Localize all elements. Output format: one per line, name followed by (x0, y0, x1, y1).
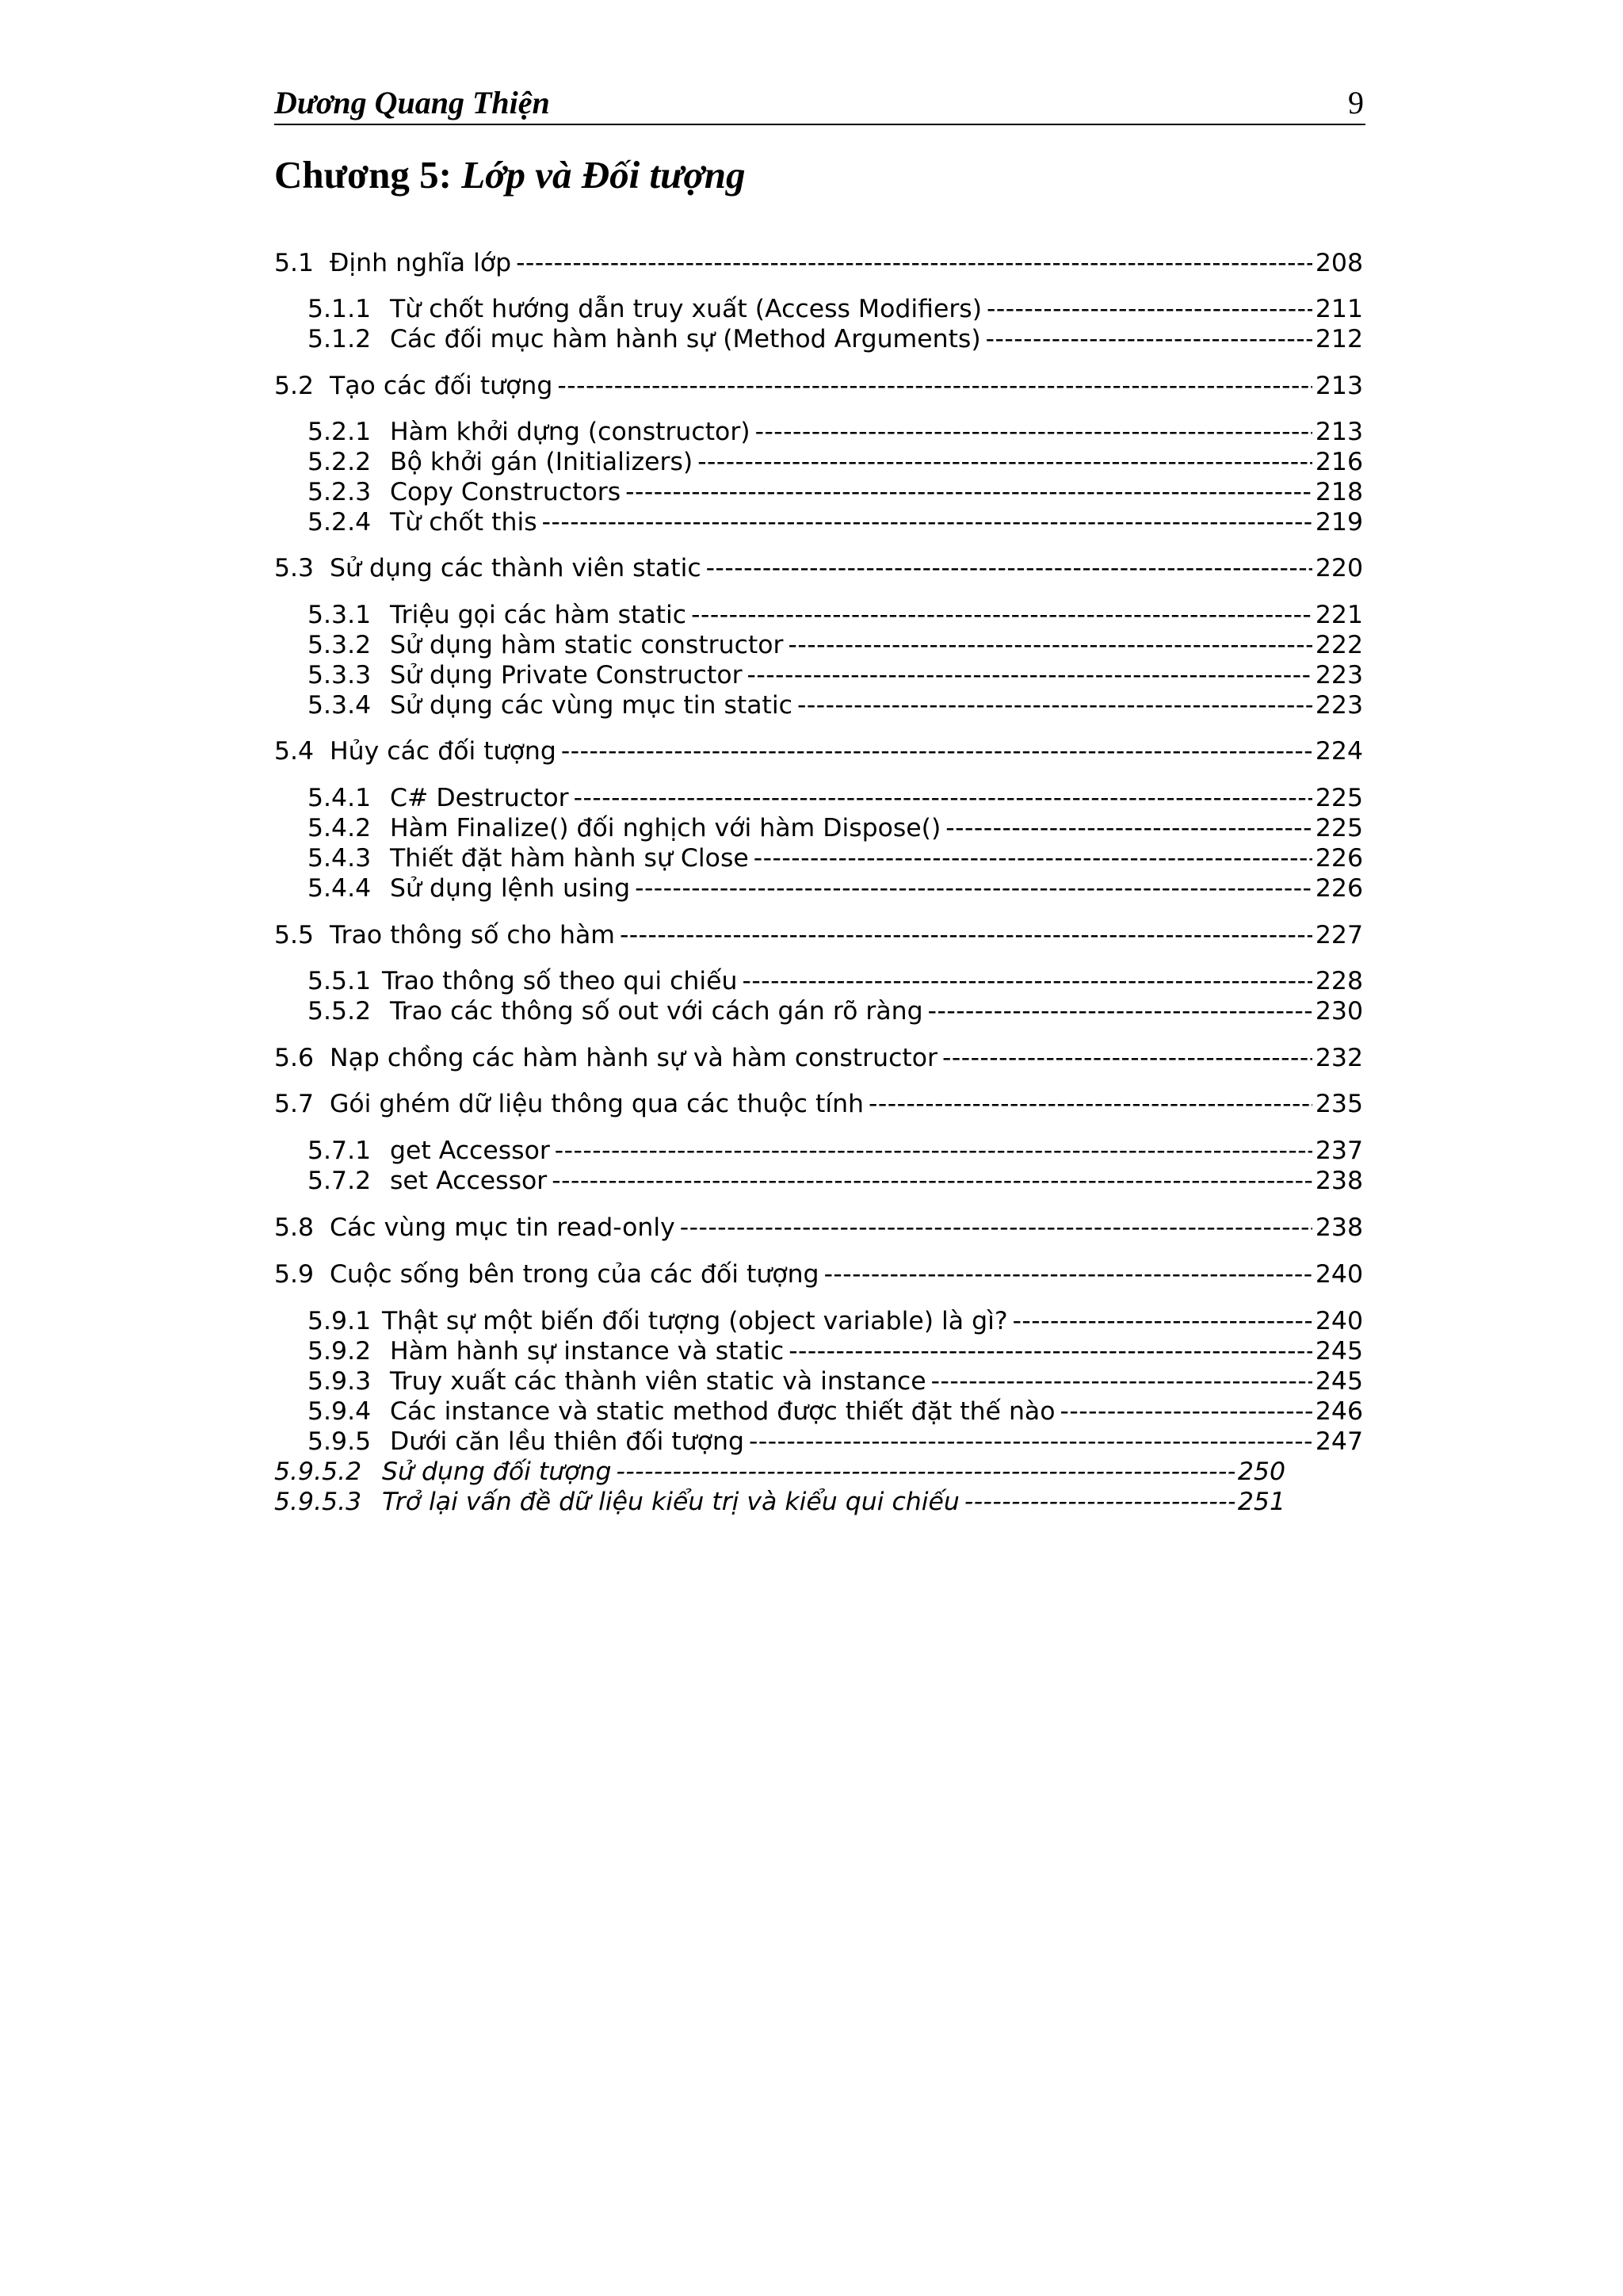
toc-title: Sử dụng lệnh using (390, 874, 631, 903)
toc-number: 5.1.1 (307, 295, 372, 323)
toc-title: Sử dụng các vùng mục tin static (390, 691, 792, 720)
toc-page: 220 (1315, 554, 1363, 583)
toc-entry-5-9-1[interactable] (307, 1306, 1363, 1336)
toc-entry-5-7-2[interactable] (307, 1166, 1363, 1196)
toc-leader (789, 1336, 1312, 1366)
toc-entry-5-9-5-3[interactable] (274, 1487, 1285, 1517)
toc-title: Các instance và static method được thiết đặt thế nào (390, 1397, 1056, 1426)
toc-page: 212 (1315, 325, 1363, 353)
toc-page: 223 (1315, 661, 1363, 690)
toc-leader (561, 736, 1312, 766)
toc-entry-5-5-2[interactable] (307, 996, 1363, 1026)
toc-entry-5-3[interactable] (274, 553, 1363, 583)
toc-page: 211 (1315, 295, 1363, 323)
toc-page: 247 (1315, 1427, 1363, 1456)
toc-number: 5.9.5 (307, 1427, 372, 1456)
toc-number: 5.1 (274, 249, 315, 277)
toc-page: 218 (1315, 478, 1363, 506)
toc-number: 5.3.3 (307, 661, 372, 690)
toc-page: 230 (1315, 997, 1363, 1026)
toc-number: 5.3.4 (307, 691, 372, 720)
toc-page: 235 (1315, 1090, 1363, 1118)
toc-page: 213 (1315, 372, 1363, 400)
toc-title: Thật sự một biến đối tượng (object variable) là gì? (382, 1307, 1008, 1335)
toc-number: 5.1.2 (307, 325, 372, 353)
toc-page: 224 (1315, 737, 1363, 766)
toc-entry-5-7[interactable] (274, 1089, 1363, 1119)
toc-leader (1013, 1306, 1312, 1336)
toc-leader (635, 873, 1312, 904)
toc-leader (797, 690, 1312, 720)
toc-leader (697, 447, 1312, 477)
toc-page: 245 (1315, 1367, 1363, 1396)
toc-number: 5.3.2 (307, 631, 372, 659)
toc-title: Từ chốt hướng dẫn truy xuất (Access Modifiers) (390, 295, 982, 323)
toc-page: 240 (1315, 1307, 1363, 1335)
toc-entry-5-1-1[interactable] (307, 294, 1363, 324)
toc-number: 5.4 (274, 737, 315, 766)
toc-title: Hàm Finalize() đối nghịch với hàm Dispose() (390, 814, 941, 842)
toc-title: Hàm hành sự instance và static (390, 1337, 785, 1366)
toc-leader (754, 843, 1312, 873)
toc-leader (706, 553, 1312, 583)
toc-page: 240 (1315, 1260, 1363, 1289)
toc-title: Từ chốt this (390, 508, 537, 537)
toc-title: Triệu gọi các hàm static (390, 601, 687, 629)
toc-number: 5.7.2 (307, 1167, 372, 1195)
toc-leader (616, 1457, 1234, 1487)
toc-number: 5.7.1 (307, 1137, 372, 1165)
toc-leader (942, 1043, 1312, 1073)
toc-number: 5.9.3 (307, 1367, 372, 1396)
toc-leader (552, 1166, 1312, 1196)
toc-leader (987, 294, 1312, 324)
toc-entry-5-9-2[interactable] (307, 1336, 1363, 1366)
toc-page: 237 (1315, 1137, 1363, 1165)
toc-title: Trao thông số theo qui chiếu (382, 967, 738, 995)
toc-entry-5-4[interactable] (274, 736, 1363, 766)
toc-number: 5.2 (274, 372, 315, 400)
toc-page: 238 (1315, 1213, 1363, 1242)
toc-leader (755, 417, 1312, 447)
toc-entry-5-2-4[interactable] (307, 507, 1363, 537)
toc-number: 5.2.3 (307, 478, 372, 506)
toc-title: Trở lại vấn đề dữ liệu kiểu trị và kiểu qui chiếu (382, 1488, 960, 1516)
toc-entry-5-3-4[interactable] (307, 690, 1363, 720)
toc-page: 223 (1315, 691, 1363, 720)
toc-page: 221 (1315, 601, 1363, 629)
toc-page: 216 (1315, 448, 1363, 476)
toc-leader (625, 477, 1312, 507)
toc-leader (964, 1487, 1235, 1517)
toc-leader (928, 996, 1312, 1026)
toc-entry-5-2-3[interactable] (307, 477, 1363, 507)
toc-leader (620, 920, 1312, 950)
author-name: Dương Quang Thiện (274, 85, 550, 120)
toc-title: Gói ghém dữ liệu thông qua các thuộc tính (330, 1090, 865, 1118)
toc-number: 5.7 (274, 1090, 315, 1118)
toc-page: 227 (1315, 921, 1363, 949)
toc-title: C# Destructor (390, 784, 569, 812)
toc-page: 251 (1237, 1488, 1285, 1516)
toc-number: 5.9.2 (307, 1337, 372, 1366)
toc-title: set Accessor (390, 1167, 548, 1195)
toc-number: 5.4.2 (307, 814, 372, 842)
toc-title: Nạp chồng các hàm hành sự và hàm constructor (330, 1044, 938, 1072)
toc-title: get Accessor (390, 1137, 550, 1165)
toc-title: Tạo các đối tượng (330, 372, 553, 400)
toc-entry-5-7-1[interactable] (307, 1136, 1363, 1166)
toc-title: Các đối mục hàm hành sự (Method Arguments) (390, 325, 981, 353)
toc-number: 5.8 (274, 1213, 315, 1242)
toc-page: 226 (1315, 844, 1363, 873)
toc-entry-5-1-2[interactable] (307, 324, 1363, 354)
toc-title: Trao thông số cho hàm (330, 921, 615, 949)
toc-entry-5-3-3[interactable] (307, 660, 1363, 690)
toc-title: Sử dụng Private Constructor (390, 661, 743, 690)
toc-page: 238 (1315, 1167, 1363, 1195)
toc-title: Dưới căn lều thiên đối tượng (390, 1427, 744, 1456)
toc-entry-5-4-1[interactable] (307, 783, 1363, 813)
chapter-prefix: Chương 5: (274, 153, 452, 197)
toc-title: Bộ khởi gán (Initializers) (390, 448, 693, 476)
toc-leader (557, 371, 1312, 401)
toc-number: 5.2.1 (307, 418, 372, 446)
toc-page: 213 (1315, 418, 1363, 446)
chapter-subtitle: Lớp và Đối tượng (461, 153, 746, 197)
toc-number: 5.3.1 (307, 601, 372, 629)
toc-title: Trao các thông số out với cách gán rõ ràng (390, 997, 923, 1026)
toc-number: 5.4.1 (307, 784, 372, 812)
toc-leader (869, 1089, 1312, 1119)
toc-title: Hàm khởi dựng (constructor) (390, 418, 750, 446)
toc-number: 5.3 (274, 554, 315, 583)
toc-number: 5.9 (274, 1260, 315, 1289)
toc-entry-5-2-2[interactable] (307, 447, 1363, 477)
toc-entry-5-6[interactable] (274, 1043, 1363, 1073)
toc-title: Sử dụng đối tượng (382, 1457, 612, 1486)
toc-leader (680, 1213, 1312, 1243)
toc-entry-5-9[interactable] (274, 1259, 1363, 1289)
toc-entry-5-4-4[interactable] (307, 873, 1363, 904)
toc-title: Cuộc sống bên trong của các đối tượng (330, 1260, 819, 1289)
toc-page: 208 (1315, 249, 1363, 277)
toc-entry-5-8[interactable] (274, 1213, 1363, 1243)
toc-leader (824, 1259, 1312, 1289)
toc-leader (1060, 1396, 1312, 1427)
toc-entry-5-3-2[interactable] (307, 630, 1363, 660)
toc-title: Truy xuất các thành viên static và instance (390, 1367, 926, 1396)
toc-title: Sử dụng hàm static constructor (390, 631, 784, 659)
toc-entry-5-3-1[interactable] (307, 600, 1363, 630)
toc-entry-5-5[interactable] (274, 920, 1363, 950)
toc-number: 5.9.4 (307, 1397, 372, 1426)
toc-page: 222 (1315, 631, 1363, 659)
toc-entry-5-4-3[interactable] (307, 843, 1363, 873)
toc-entry-5-4-2[interactable] (307, 813, 1363, 843)
toc-page: 226 (1315, 874, 1363, 903)
toc-leader (574, 783, 1312, 813)
toc-entry-5-9-3[interactable] (307, 1366, 1363, 1396)
toc-leader (986, 324, 1312, 354)
toc-leader (743, 966, 1312, 996)
toc-entry-5-9-4[interactable] (307, 1396, 1363, 1427)
toc-page: 225 (1315, 784, 1363, 812)
toc-page: 245 (1315, 1337, 1363, 1366)
toc-number: 5.9.5.3 (274, 1488, 362, 1516)
toc-page: 250 (1237, 1457, 1285, 1486)
toc-number: 5.4.4 (307, 874, 372, 903)
toc-leader (691, 600, 1312, 630)
toc-entry-5-9-5-2[interactable] (274, 1457, 1285, 1487)
toc-page: 246 (1315, 1397, 1363, 1426)
toc-page: 228 (1315, 967, 1363, 995)
toc-number: 5.9.5.2 (274, 1457, 362, 1486)
toc-page: 225 (1315, 814, 1363, 842)
toc-number: 5.5 (274, 921, 315, 949)
toc-number: 5.4.3 (307, 844, 372, 873)
toc-entry-5-1[interactable] (274, 248, 1363, 278)
toc-number: 5.5.2 (307, 997, 372, 1026)
toc-entry-5-2[interactable] (274, 371, 1363, 401)
toc-entry-5-5-1[interactable] (307, 966, 1363, 996)
toc-leader (555, 1136, 1312, 1166)
toc-title: Các vùng mục tin read-only (330, 1213, 675, 1242)
toc-title: Copy Constructors (390, 478, 621, 506)
toc-page: 219 (1315, 508, 1363, 537)
toc-number: 5.9.1 (307, 1307, 372, 1335)
toc-page: 232 (1315, 1044, 1363, 1072)
page-number: 9 (1348, 85, 1364, 120)
toc-leader (542, 507, 1312, 537)
toc-number: 5.2.2 (307, 448, 372, 476)
toc-leader (931, 1366, 1312, 1396)
toc-title: Định nghĩa lớp (330, 249, 512, 277)
toc-title: Hủy các đối tượng (330, 737, 556, 766)
toc-leader (945, 813, 1312, 843)
toc-entry-5-2-1[interactable] (307, 417, 1363, 447)
toc-number: 5.6 (274, 1044, 315, 1072)
toc-entry-5-9-5[interactable] (307, 1427, 1363, 1457)
toc-number: 5.5.1 (307, 967, 372, 995)
toc-leader (747, 660, 1312, 690)
toc-number: 5.2.4 (307, 508, 372, 537)
toc-leader (789, 630, 1312, 660)
toc-title: Thiết đặt hàm hành sự Close (390, 844, 749, 873)
toc-leader (516, 248, 1312, 278)
toc-leader (749, 1427, 1312, 1457)
toc-title: Sử dụng các thành viên static (330, 554, 701, 583)
